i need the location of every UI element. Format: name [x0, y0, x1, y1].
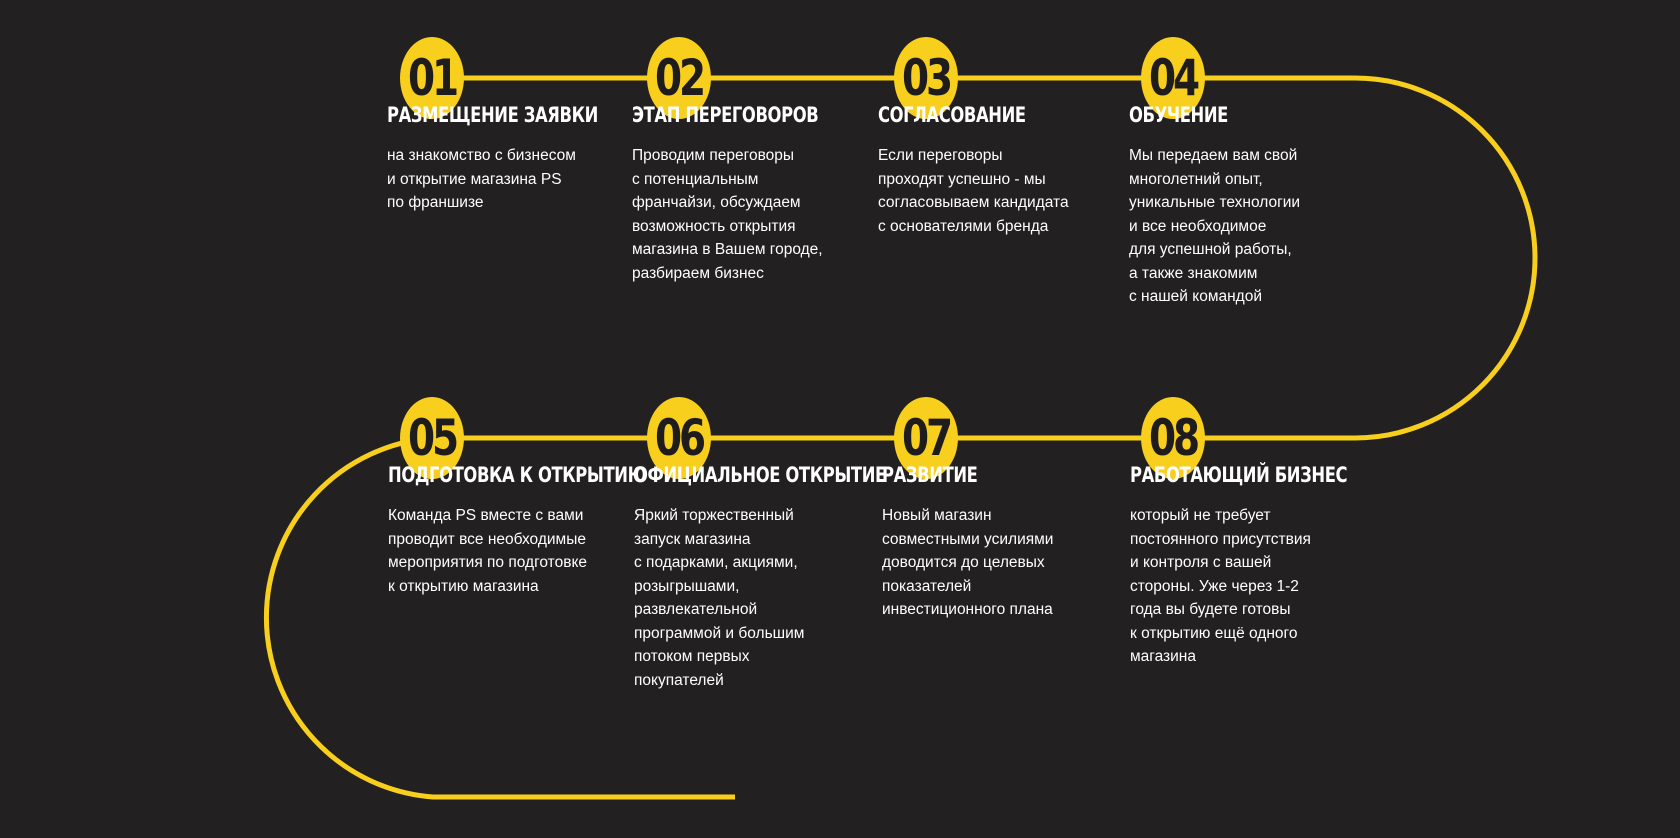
step-title: СОГЛАСОВАНИЕ — [878, 103, 1026, 127]
step-number-badge: 08 — [1141, 397, 1205, 479]
step-description: Проводим переговоры с потенциальным франчайзи, обсуждаем возможность открытия магазина в Вашем городе, разбираем бизнес — [632, 147, 823, 282]
step-title: ЭТАП ПЕРЕГОВОРОВ — [632, 103, 819, 127]
step-title: ПОДГОТОВКА К ОТКРЫТИЮ — [388, 463, 647, 487]
step-description: Новый магазин совместными усилиями доводится до целевых показателей инвестиционного плана — [882, 507, 1054, 618]
step-number-badge: 07 — [894, 397, 958, 479]
step-description: который не требует постоянного присутствия и контроля с вашей стороны. Уже через 1-2 года вы будете готовы к открытию ещё одного магазина — [1130, 507, 1311, 665]
step-description: Если переговоры проходят успешно - мы согласовываем кандидата с основателями бренда — [878, 147, 1069, 235]
step-description: Мы передаем вам свой многолетний опыт, уникальные технологии и все необходимое для успешной работы, а также знакомим с нашей командой — [1129, 147, 1301, 305]
step-title: ОБУЧЕНИЕ — [1129, 103, 1228, 127]
step-number-badge: 02 — [647, 37, 711, 119]
step-title: ОФИЦИАЛЬНОЕ ОТКРЫТИЕ — [634, 463, 886, 487]
step-number-badge: 05 — [400, 397, 464, 479]
step-title: РАЗВИТИЕ — [882, 463, 978, 487]
step-number-badge: 06 — [647, 397, 711, 479]
step-description: Команда PS вместе с вами проводит все необходимые мероприятия по подготовке к открытию магазина — [388, 507, 588, 595]
step-number-badge: 03 — [894, 37, 958, 119]
step-number-badge: 04 — [1141, 37, 1205, 119]
step-title: РАЗМЕЩЕНИЕ ЗАЯВКИ — [387, 103, 598, 127]
step-description: Яркий торжественный запуск магазина с подарками, акциями, розыгрышами, развлекательной программой и большим потоком первых покупателей — [634, 507, 805, 689]
step-description: на знакомство с бизнесом и открытие магазина PS по франшизе — [387, 147, 576, 211]
step-number-badge: 01 — [400, 37, 464, 119]
step-title: РАБОТАЮЩИЙ БИЗНЕС — [1130, 463, 1348, 487]
